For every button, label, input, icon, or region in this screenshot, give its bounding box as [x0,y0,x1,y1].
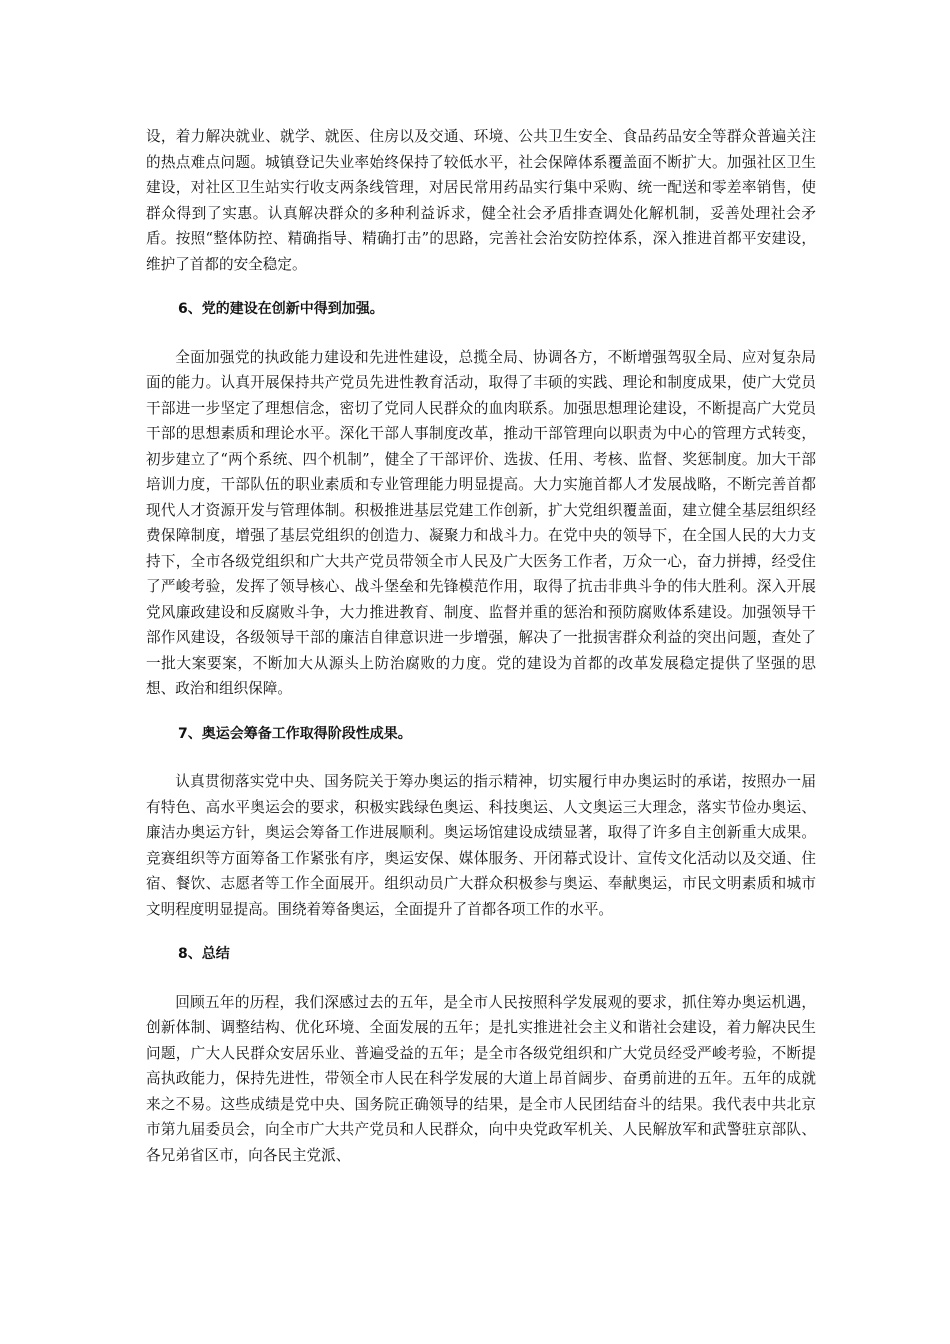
spacer [146,323,816,345]
spacer [146,702,816,722]
section-heading-7: 7、奥运会筹备工作取得阶段性成果。 [178,725,412,742]
section-paragraph-8: 回顾五年的历程，我们深感过去的五年，是全市人民按照科学发展观的要求，抓住筹办奥运机遇，创新体制、调整结构、优化环境、全面发展的五年；是扎实推进社会主义和谐社会建设，着力解决民生问题，广大人民群众安居乐业、普遍受益的五年；是全市各级党组织和广大党员经受严峻考验，不断提高执政能力，保持先进性，带领全市人民在科学发展的大道上昂首阔步、奋勇前进的五年。五年的成就来之不易。这些成绩是党中央、国务院正确领导的结果，是全市人民团结奋斗的结果。我代表中共北京市第九届委员会，向全市广大共产党员和人民群众，向中央党政军机关、人民解放军和武警驻京部队、各兄弟省区市，向各民主党派、 [146,993,816,1164]
section-heading-6: 6、党的建设在创新中得到加强。 [178,301,384,317]
spacer [146,922,816,942]
spacer [146,747,816,769]
section-heading-8: 8、总结 [178,946,230,962]
spacer [146,277,816,297]
section-paragraph-7: 认真贯彻落实党中央、国务院关于筹办奥运的指示精神，切实履行申办奥运时的承诺，按照办一届有特色、高水平奥运会的要求，积极实践绿色奥运、科技奥运、人文奥运三大理念，落实节俭办奥运、廉洁办奥运方针，奥运会筹备工作进展顺利。奥运场馆建设成绩显著，取得了许多自主创新重大成果。竞赛组织等方面筹备工作紧张有序，奥运安保、媒体服务、开闭幕式设计、宣传文化活动以及交通、住宿、餐饮、志愿者等工作全面展开。组织动员广大群众积极参与奥运、奉献奥运，市民文明素质和城市文明程度明显提高。围绕着筹备奥运，全面提升了首都各项工作的水平。 [146,773,816,918]
section-paragraph-6: 全面加强党的执政能力建设和先进性建设，总揽全局、协调各方，不断增强驾驭全局、应对复杂局面的能力。认真开展保持共产党员先进性教育活动，取得了丰硕的实践、理论和制度成果，使广大党员干部进一步坚定了理想信念，密切了党同人民群众的血肉联系。加强思想理论建设，不断提高广大党员干部的思想素质和理论水平。深化干部人事制度改革，推动干部管理向以职责为中心的管理方式转变，初步建立了“两个系统、四个机制”，健全了干部评价、选拔、任用、考核、监督、奖惩制度。加大干部培训力度，干部队伍的职业素质和专业管理能力明显提高。大力实施首都人才发展战略，不断完善首都现代人才资源开发与管理体制。积极推进基层党建工作创新，扩大党组织覆盖面，建立健全基层组织经费保障制度，增强了基层党组织的创造力、凝聚力和战斗力。在党中央的领导下，在全国人民的大力支持下，全市各级党组织和广大共产党员带领全市人民及广大医务工作者，万众一心，奋力拼搏，经受住了严峻考验，发挥了领导核心、战斗堡垒和先锋模范作用，取得了抗击非典斗争的伟大胜利。深入开展党风廉政建设和反腐败斗争，大力推进教育、制度、监督并重的惩治和预防腐败体系建设。加强领导干部作风建设，各级领导干部的廉洁自律意识进一步增强，解决了一批损害群众利益的突出问题，查处了一批大案要案，不断加大从源头上防治腐败的力度。党的建设为首都的改革发展稳定提供了坚强的思想、政治和组织保障。 [146,348,816,697]
continued-paragraph: 设，着力解决就业、就学、就医、住房以及交通、环境、公共卫生安全、食品药品安全等群众普遍关注的热点难点问题。城镇登记失业率始终保持了较低水平，社会保障体系覆盖面不断扩大。加强社区卫生建设，对社区卫生站实行收支两条线管理，对居民常用药品实行集中采购、统一配送和零差率销售，使群众得到了实惠。认真解决群众的多种利益诉求，健全社会矛盾排查调处化解机制，妥善处理社会矛盾。按照“整体防控、精确指导、精确打击”的思路，完善社会治安防控体系，深入推进首都平安建设，维护了首都的安全稳定。 [146,128,816,273]
spacer [146,968,816,990]
document-page [146,124,816,1168]
